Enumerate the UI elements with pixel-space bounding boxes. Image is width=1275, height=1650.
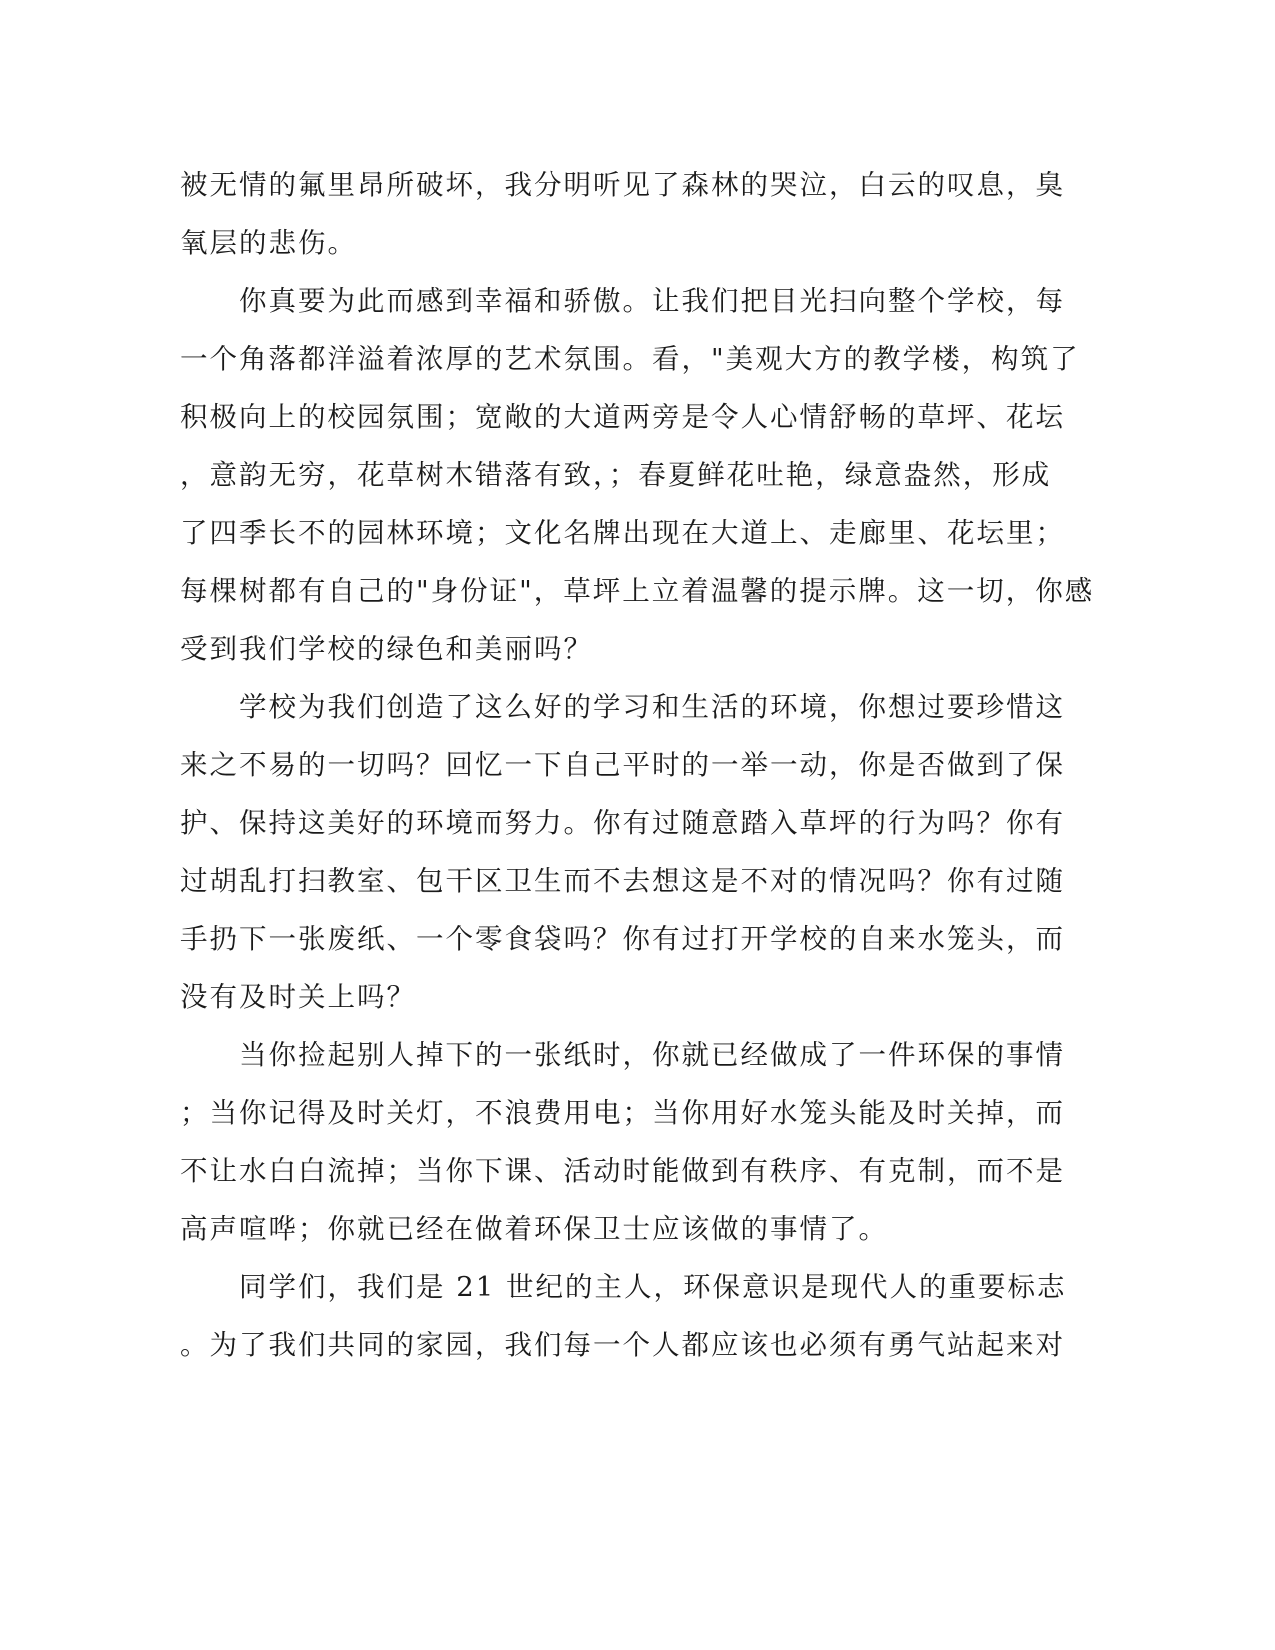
text-line: 。为了我们共同的家园，我们每一个人都应该也必须有勇气站起来对 [180, 1329, 1065, 1361]
text-line: 一个角落都洋溢着浓厚的艺术氛围。看，"美观大方的教学楼，构筑了 [180, 343, 1080, 375]
text-line: 积极向上的校园氛围；宽敞的大道两旁是令人心情舒畅的草坪、花坛 [180, 401, 1065, 433]
text-line: 过胡乱打扫教室、包干区卫生而不去想这是不对的情况吗？你有过随 [180, 865, 1065, 897]
text-line: 你真要为此而感到幸福和骄傲。让我们把目光扫向整个学校，每 [180, 285, 1065, 317]
text-line: ，意韵无穷，花草树木错落有致，；春夏鲜花吐艳，绿意盎然，形成 [180, 459, 1052, 491]
text-line: 每棵树都有自己的"身份证"，草坪上立着温馨的提示牌。这一切，你感 [180, 575, 1095, 607]
text-line: 没有及时关上吗？ [180, 981, 416, 1013]
text-line: 被无情的氟里昂所破坏，我分明听见了森林的哭泣，白云的叹息，臭 [180, 169, 1065, 201]
text-line: 来之不易的一切吗？回忆一下自己平时的一举一动，你是否做到了保 [180, 749, 1065, 781]
text-line: 同学们，我们是 21 世纪的主人，环保意识是现代人的重要标志 [180, 1271, 1067, 1303]
text-line: 不让水白白流掉；当你下课、活动时能做到有秩序、有克制，而不是 [180, 1155, 1065, 1187]
text-line: ；当你记得及时关灯，不浪费用电；当你用好水笼头能及时关掉，而 [180, 1097, 1065, 1129]
text-line: 护、保持这美好的环境而努力。你有过随意踏入草坪的行为吗？你有 [180, 807, 1065, 839]
text-line: 受到我们学校的绿色和美丽吗？ [180, 633, 593, 665]
text-line: 高声喧哗；你就已经在做着环保卫士应该做的事情了。 [180, 1213, 888, 1245]
text-line: 氧层的悲伤。 [180, 227, 357, 259]
text-line: 当你捡起别人掉下的一张纸时，你就已经做成了一件环保的事情 [180, 1039, 1065, 1071]
text-line: 了四季长不的园林环境；文化名牌出现在大道上、走廊里、花坛里； [180, 517, 1065, 549]
text-line: 手扔下一张废纸、一个零食袋吗？你有过打开学校的自来水笼头，而 [180, 923, 1065, 955]
text-line: 学校为我们创造了这么好的学习和生活的环境，你想过要珍惜这 [180, 691, 1065, 723]
document-body [180, 156, 1095, 1374]
